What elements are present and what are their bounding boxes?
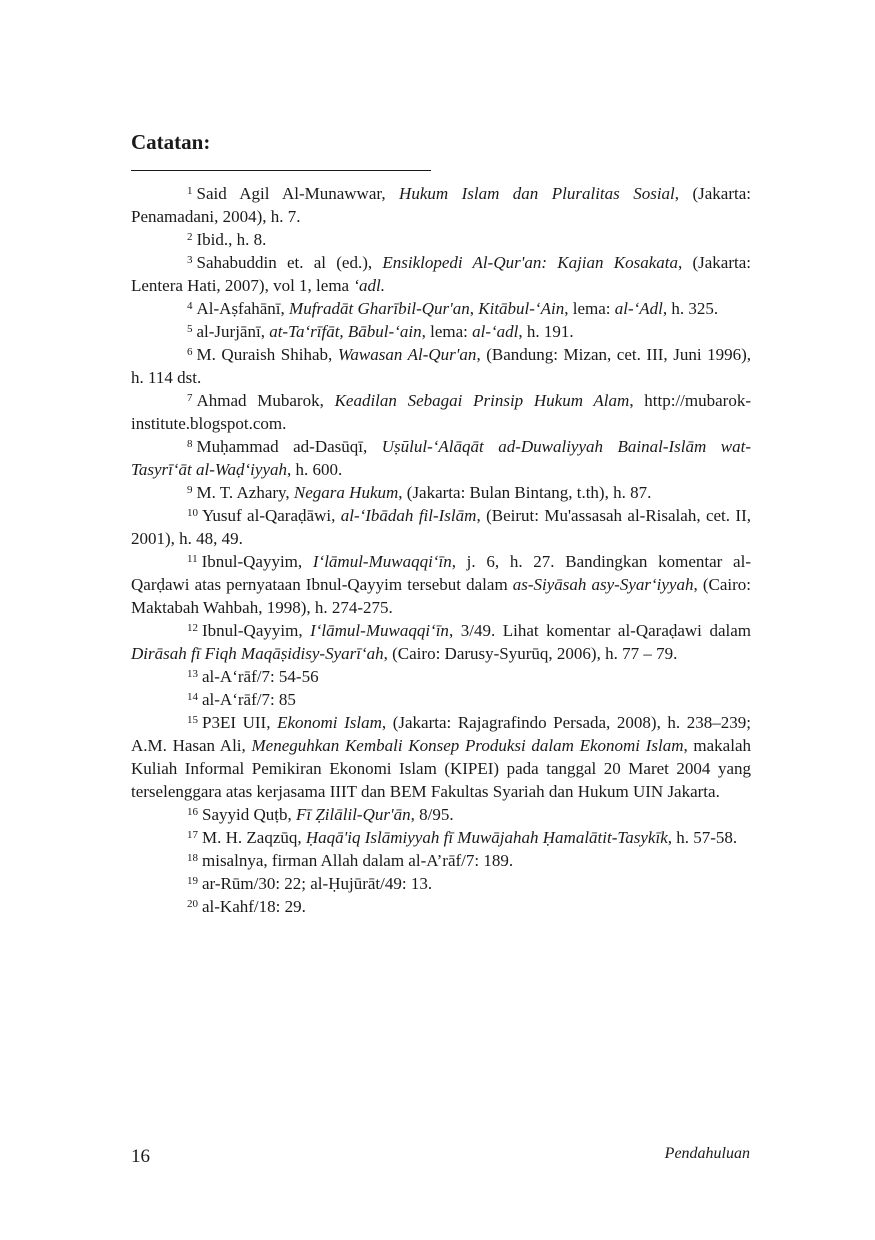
footnote-number: 14 (187, 691, 198, 703)
footnote-text: , 3/49. Lihat komentar al-Qaraḍawi dalam (448, 621, 751, 640)
footnote-number: 1 (187, 185, 193, 197)
footnote-text: Al-Aṣfahānī, (196, 299, 290, 318)
footnote-3 (131, 251, 751, 297)
footnote-title: Ensiklopedi Al-Qur'an: Kajian Kosakata (382, 253, 678, 272)
footnote-text: Ibid., h. 8. (196, 230, 267, 249)
footnote-text: M. T. Azhary, (196, 483, 294, 502)
footnote-17 (131, 826, 751, 849)
footnote-title: al-‘Adl (614, 299, 663, 318)
footnote-title: Dirāsah fī Fiqh Maqāṣidisy-Syarī‘ah (131, 644, 384, 663)
footnote-text: al-A‘rāf/7: 54-56 (202, 667, 319, 686)
footnote-title: at-Ta‘rīfāt, Bābul-‘ain (269, 322, 422, 341)
footnote-text: Muḥammad ad-Dasūqī, (196, 437, 382, 456)
footnote-text: , makalah Kuliah Informal Pemikiran Ekonomi Islam (KIPEI) pada tanggal 20 Maret 2004 yang terselenggara atas kerjasama IIIT dan BEM Fakultas Syariah dan Hukum UIN Jakarta. (131, 736, 751, 801)
notes-heading: Catatan: (131, 130, 211, 154)
footnote-text: , (Beirut: Mu'assasah al-Risalah, cet. II, 2001), h. 48, 49. (131, 506, 751, 548)
footnote-number: 15 (187, 714, 198, 726)
footnote-number: 7 (187, 392, 193, 404)
footnote-text: P3EI UII, (202, 713, 278, 732)
footnote-18 (131, 849, 751, 872)
footnote-title: Uṣūlul-‘Alāqāt ad-Duwaliyyah Bainal-Islām wat-Tasyrī‘āt al-Waḍ‘iyyah (131, 437, 751, 479)
footnote-number: 2 (187, 231, 193, 243)
footnote-title: al-‘Ibādah fil-Islām (340, 506, 477, 525)
footnote-text: , j. 6, h. 27. Bandingkan komentar al-Qarḍawi atas pernyataan Ibnul-Qayyim tersebut dalam (131, 552, 751, 594)
footnote-number: 16 (187, 806, 198, 818)
footnote-title: as-Siyāsah asy-Syar‘iyyah (512, 575, 694, 594)
page-number: 16 (131, 1146, 150, 1167)
footnote-divider (131, 170, 431, 171)
footnote-title: Hukum Islam dan Pluralitas Sosial (399, 184, 675, 203)
footnote-title: Ḥaqā'iq Islāmiyyah fī Muwājahah Ḥamalātit-Tasykīk (305, 828, 668, 847)
footnote-text: Sahabuddin et. al (ed.), (196, 253, 383, 272)
footnote-list (131, 182, 751, 918)
footnote-title: Wawasan Al-Qur'an (337, 345, 477, 364)
footnote-text: , 8/95. (410, 805, 454, 824)
footnote-text: , (Cairo: Maktabah Wahbah, 1998), h. 274-275. (131, 575, 751, 617)
footnote-number: 10 (187, 507, 198, 519)
footnote-title: Fī Ẓilālil-Qur'ān (295, 805, 411, 824)
footnote-text: , http://mubarok-institute.blogspot.com. (131, 391, 751, 433)
footnote-title: ‘adl. (353, 276, 385, 295)
footnote-6 (131, 343, 751, 389)
footnote-number: 5 (187, 323, 193, 335)
footnote-text: , (Bandung: Mizan, cet. III, Juni 1996), h. 114 dst. (131, 345, 752, 387)
footnote-text: M. H. Zaqzūq, (202, 828, 306, 847)
footnote-text: Ibnul-Qayyim, (202, 621, 311, 640)
footnote-text: , (Jakarta: Bulan Bintang, t.th), h. 87. (398, 483, 652, 502)
footnote-number: 20 (187, 898, 198, 910)
footnote-text: al-A‘rāf/7: 85 (202, 690, 296, 709)
footnote-title: Kitābul-‘Ain (478, 299, 565, 318)
footnote-number: 3 (187, 254, 193, 266)
footnote-number: 8 (187, 438, 193, 450)
footnote-number: 4 (187, 300, 193, 312)
footnote-text: Ibnul-Qayyim, (201, 552, 313, 571)
footnote-text: , h. 57-58. (667, 828, 738, 847)
footnote-number: 17 (187, 829, 198, 841)
footnote-text: al-Kahf/18: 29. (202, 897, 306, 916)
footnote-16 (131, 803, 751, 826)
footnote-text: , lema: (421, 322, 473, 341)
footnote-number: 6 (187, 346, 193, 358)
footnote-text: , h. 191. (518, 322, 574, 341)
footnote-13 (131, 665, 751, 688)
footnote-1 (131, 182, 751, 228)
footnote-19 (131, 872, 751, 895)
footnote-text: ar-Rūm/30: 22; al-Ḥujūrāt/49: 13. (202, 874, 433, 893)
footnote-number: 13 (187, 668, 198, 680)
footnote-text: Said Agil Al-Munawwar, (196, 184, 400, 203)
footnote-text: al-Jurjānī, (196, 322, 270, 341)
footnote-number: 19 (187, 875, 198, 887)
footnote-text: , (Jakarta: Lentera Hati, 2007), vol 1, lema (131, 253, 751, 295)
footnote-title: Keadilan Sebagai Prinsip Hukum Alam (334, 391, 630, 410)
footnote-number: 18 (187, 852, 198, 864)
footnote-text: , h. 325. (662, 299, 719, 318)
footnote-text: , lema: (564, 299, 615, 318)
footnote-text: Sayyid Quṭb, (202, 805, 296, 824)
footnote-text: , (Jakarta: Penamadani, 2004), h. 7. (131, 184, 751, 226)
footnote-number: 9 (187, 484, 193, 496)
footnote-2 (131, 228, 751, 251)
footnote-title: al-‘adl (472, 322, 519, 341)
footnote-9 (131, 481, 751, 504)
running-footer-section: Pendahuluan (664, 1145, 750, 1162)
footnote-12 (131, 619, 751, 665)
footnote-8 (131, 435, 751, 481)
footnote-title: Negara Hukum (293, 483, 399, 502)
footnote-number: 11 (187, 553, 198, 565)
footnote-text: , (Jakarta: Rajagrafindo Persada, 2008), h. 238–239; A.M. Hasan Ali, (131, 713, 751, 755)
footnote-title: Ekonomi Islam (277, 713, 382, 732)
footnote-11 (131, 550, 751, 619)
footnote-10 (131, 504, 751, 550)
footnote-15 (131, 711, 751, 803)
footnote-title: I‘lāmul-Muwaqqi‘īn (310, 621, 449, 640)
footnote-text: misalnya, firman Allah dalam al-A’rāf/7: 189. (202, 851, 514, 870)
footnote-4 (131, 297, 751, 320)
footnote-text: Yusuf al-Qaraḍāwi, (202, 506, 341, 525)
footnote-text: Ahmad Mubarok, (196, 391, 335, 410)
footnote-title: I‘lāmul-Muwaqqi‘īn (312, 552, 452, 571)
footnote-text: M. Quraish Shihab, (196, 345, 338, 364)
footnote-20 (131, 895, 751, 918)
footnote-5 (131, 320, 751, 343)
footnote-14 (131, 688, 751, 711)
footnote-text: , h. 600. (287, 460, 343, 479)
footnote-title: Meneguhkan Kembali Konsep Produksi dalam Ekonomi Islam (251, 736, 684, 755)
footnote-text: , (469, 299, 479, 318)
footnote-title: Mufradāt Gharībil-Qur'an (289, 299, 470, 318)
footnote-number: 12 (187, 622, 198, 634)
footnote-text: , (Cairo: Darusy-Syurūq, 2006), h. 77 – 79. (383, 644, 678, 663)
footnote-7 (131, 389, 751, 435)
